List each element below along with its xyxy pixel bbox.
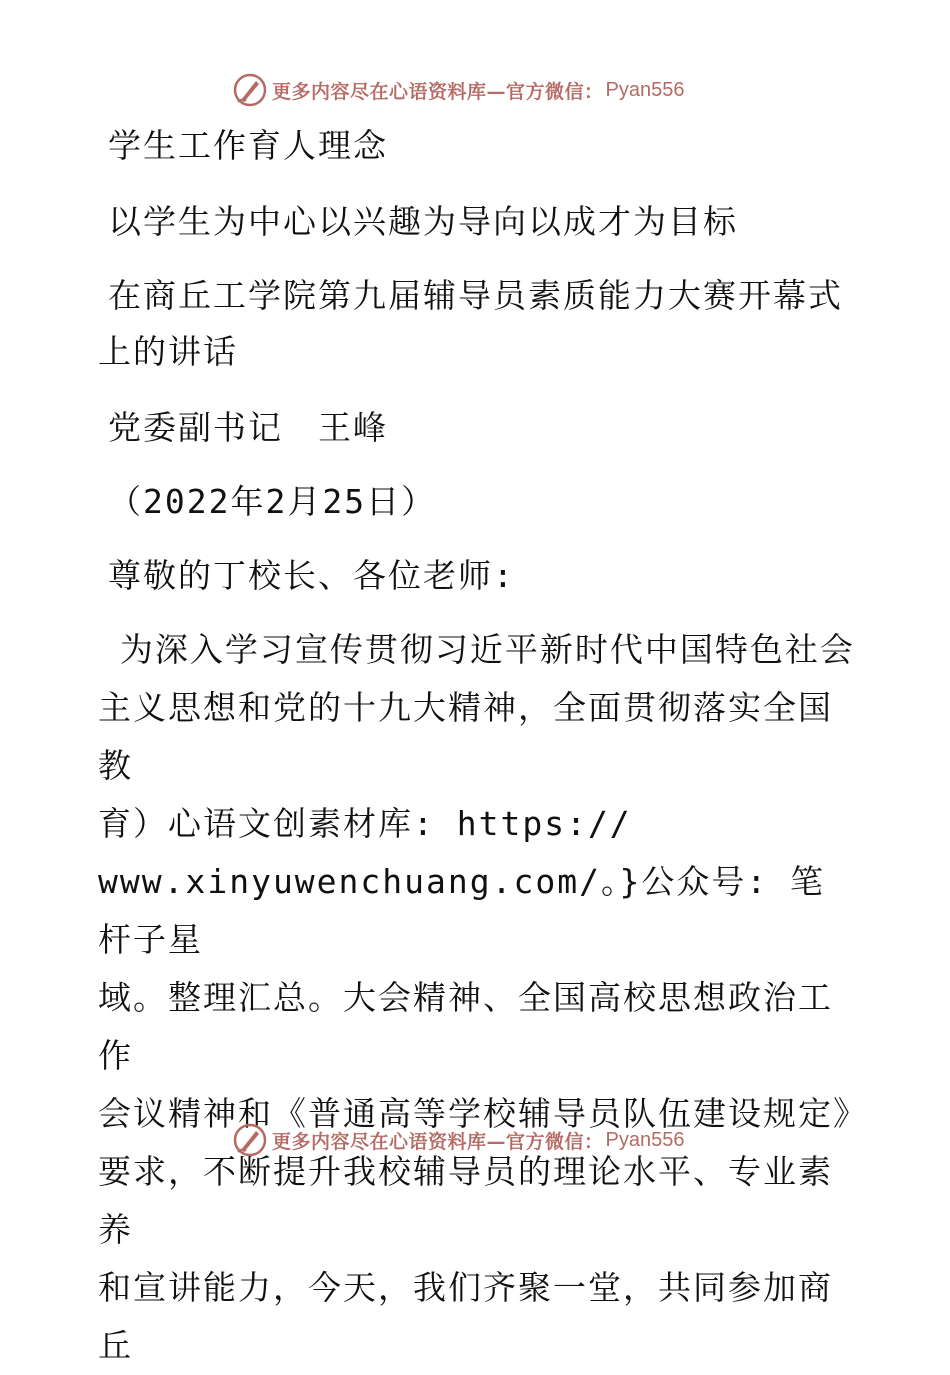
watermark-text: 更多内容尽在心语资料库—官方微信： (272, 80, 604, 103)
watermark-header (232, 70, 684, 110)
body-line: 育）心语文创素材库: https:// (98, 804, 632, 843)
body-paragraph (98, 621, 868, 1375)
watermark-footer (232, 1120, 684, 1160)
salutation: 尊敬的丁校长、各位老师: (108, 556, 515, 595)
speech-title-line-2: 上的讲话 (98, 332, 238, 371)
author-line: 党委副书记 王峰 (108, 408, 388, 447)
watermark-wechat-id: Pyan556 (605, 78, 685, 101)
body-line: www.xinyuwenchuang.com/。}公众号: 笔杆子星 (98, 862, 826, 959)
watermark-wechat-id: Pyan556 (605, 1128, 685, 1151)
document-title: 学生工作育人理念 (108, 126, 388, 165)
quill-pen-logo-icon (232, 72, 268, 108)
body-line: 域。整理汇总。大会精神、全国高校思想政治工作 (98, 978, 833, 1075)
body-line: 为深入学习宣传贯彻习近平新时代中国特色社会 (98, 630, 855, 669)
quill-pen-logo-icon (232, 1122, 268, 1158)
date-line: （2022年2月25日） (108, 482, 437, 521)
body-line: 会议精神和《普通高等学校辅导员队伍建设规定》 (98, 1094, 868, 1133)
watermark-text: 更多内容尽在心语资料库—官方微信： (272, 1130, 604, 1153)
body-line: 主义思想和党的十九大精神，全面贯彻落实全国教 (98, 688, 833, 785)
document-subtitle: 以学生为中心以兴趣为导向以成才为目标 (108, 202, 738, 241)
speech-title-line-1: 在商丘工学院第九届辅导员素质能力大赛开幕式 (108, 276, 843, 315)
body-line: 要求，不断提升我校辅导员的理论水平、专业素养 (98, 1152, 833, 1249)
body-line: 和宣讲能力，今天，我们齐聚一堂，共同参加商丘 (98, 1268, 833, 1365)
